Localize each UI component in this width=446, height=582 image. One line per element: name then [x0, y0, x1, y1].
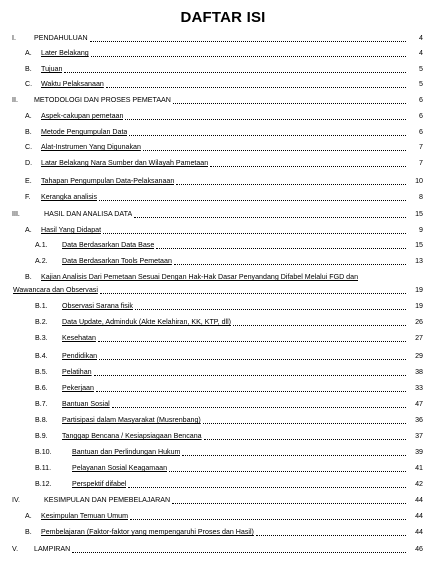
- toc-leader-dots: [99, 351, 406, 360]
- toc-leader-dots: [96, 383, 406, 392]
- toc-entry-title[interactable]: Bantuan Sosial: [62, 400, 110, 408]
- toc-leader-dots: [182, 447, 406, 456]
- toc-leader-dots: [91, 48, 406, 57]
- toc-entry[interactable]: [0, 94, 446, 106]
- toc-entry-page: 19: [415, 302, 423, 310]
- toc-entry-number: F.: [25, 193, 31, 201]
- toc-entry-title[interactable]: Aspek-cakupan pemetaan: [41, 112, 124, 120]
- toc-entry-title[interactable]: Tujuan: [41, 65, 63, 73]
- toc-entry[interactable]: [0, 494, 446, 506]
- toc-entry[interactable]: [0, 300, 446, 312]
- toc-entry-page: 44: [415, 528, 423, 536]
- toc-entry[interactable]: [0, 271, 446, 297]
- toc-leader-dots: [130, 511, 406, 520]
- toc-leader-dots: [94, 367, 406, 376]
- toc-entry[interactable]: [0, 398, 446, 410]
- toc-entry[interactable]: [0, 382, 446, 394]
- toc-entry-title[interactable]: Data Berdasarkan Tools Pemetaan: [62, 257, 172, 265]
- toc-entry-page: 9: [419, 226, 423, 234]
- toc-leader-dots: [134, 209, 406, 218]
- toc-entry[interactable]: [0, 332, 446, 344]
- toc-entry-title[interactable]: Pekerjaan: [62, 384, 94, 392]
- toc-entry-title[interactable]: HASIL DAN ANALISA DATA: [44, 210, 133, 218]
- toc-entry-title[interactable]: Pelayanan Sosial Keagamaan: [72, 464, 168, 472]
- toc-leader-dots: [99, 192, 406, 201]
- toc-entry[interactable]: [0, 157, 446, 169]
- toc-entry-title[interactable]: Kerangka analisis: [41, 193, 97, 201]
- toc-entry-title[interactable]: Later Belakang: [41, 49, 89, 57]
- toc-entry-number: D.: [25, 159, 33, 167]
- toc-entry-page: 38: [415, 368, 423, 376]
- toc-entry-title[interactable]: Pendidikan: [62, 352, 98, 360]
- toc-leader-dots: [112, 399, 406, 408]
- toc-entry-page: 44: [415, 512, 423, 520]
- toc-entry[interactable]: [0, 446, 446, 458]
- toc-entry-page: 4: [419, 34, 423, 42]
- toc-entry-page: 7: [419, 159, 423, 167]
- toc-leader-dots: [176, 176, 406, 185]
- toc-leader-dots: [72, 544, 406, 553]
- toc-entry-page: 47: [415, 400, 423, 408]
- toc-entry-page: 13: [415, 257, 423, 265]
- toc-entry[interactable]: [0, 510, 446, 522]
- toc-entry-number: B.12.: [35, 480, 52, 488]
- toc-entry-page: 6: [419, 128, 423, 136]
- toc-entry-title[interactable]: Alat-Instrumen Yang Digunakan: [41, 143, 141, 151]
- toc-entry[interactable]: [0, 191, 446, 203]
- toc-entry-number: A.2.: [35, 257, 48, 265]
- toc-entry-title[interactable]: Kesehatan: [62, 334, 96, 342]
- toc-entry-page: 46: [415, 545, 423, 553]
- toc-entry-number: A.: [25, 49, 32, 57]
- toc-entry-number: B.6.: [35, 384, 48, 392]
- toc-entry-number: IV.: [12, 496, 21, 504]
- toc-entry-number: B.2.: [35, 318, 48, 326]
- toc-entry-number: B.4.: [35, 352, 48, 360]
- toc-entry-number: B.3.: [35, 334, 48, 342]
- toc-entry-page: 15: [415, 241, 423, 249]
- toc-entry[interactable]: [0, 430, 446, 442]
- toc-leader-dots: [106, 79, 406, 88]
- toc-entry[interactable]: [0, 32, 446, 44]
- toc-entry-title[interactable]: Partisipasi dalam Masyarakat (Musrenbang): [62, 416, 201, 424]
- toc-leader-dots: [256, 527, 406, 536]
- toc-leader-dots: [103, 225, 406, 234]
- toc-entry-page: 39: [415, 448, 423, 456]
- toc-leader-dots: [100, 285, 406, 294]
- toc-entry[interactable]: [0, 414, 446, 426]
- toc-entry-number: E.: [25, 177, 32, 185]
- toc-entry[interactable]: [0, 110, 446, 122]
- toc-entry-title[interactable]: Observasi Sarana fisik: [62, 302, 133, 310]
- toc-entry[interactable]: [0, 126, 446, 138]
- toc-entry-page: 37: [415, 432, 423, 440]
- toc-entry[interactable]: [0, 141, 446, 153]
- toc-entry-title[interactable]: Bantuan dan Perlindungan Hukum: [72, 448, 181, 456]
- toc-entry-title[interactable]: Hasil Yang Didapat: [41, 226, 102, 234]
- toc-entry-title[interactable]: PENDAHULUAN: [34, 34, 88, 42]
- toc-entry-page: 36: [415, 416, 423, 424]
- toc-leader-dots: [143, 142, 406, 151]
- toc-leader-dots: [64, 64, 406, 73]
- toc-entry-page: 15: [415, 210, 423, 218]
- toc-entry-page: 8: [419, 193, 423, 201]
- toc-entry-title-continuation[interactable]: Wawancara dan Observasi: [13, 286, 98, 294]
- toc-entry[interactable]: [0, 316, 446, 328]
- toc-entry-title[interactable]: METODOLOGI DAN PROSES PEMETAAN: [34, 96, 171, 104]
- toc-entry-number: B.1.: [35, 302, 48, 310]
- toc-entry[interactable]: [0, 526, 446, 538]
- toc-entry-number: A.: [25, 112, 32, 120]
- toc-entry-page: 5: [419, 80, 423, 88]
- toc-leader-dots: [233, 317, 406, 326]
- toc-entry[interactable]: [0, 478, 446, 490]
- toc-leader-dots: [90, 33, 406, 42]
- toc-leader-dots: [135, 301, 406, 310]
- toc-entry-number: B.5.: [35, 368, 48, 376]
- toc-entry-number: B.10.: [35, 448, 52, 456]
- toc-leader-dots: [125, 111, 406, 120]
- toc-leader-dots: [203, 415, 406, 424]
- toc-entry-title[interactable]: Data Berdasarkan Data Base: [62, 241, 155, 249]
- toc-entry-number: C.: [25, 80, 33, 88]
- toc-entry[interactable]: [0, 543, 446, 555]
- toc-entry-number: A.1.: [35, 241, 48, 249]
- toc-entry-number: V.: [12, 545, 19, 553]
- toc-leader-dots: [204, 431, 406, 440]
- toc-entry-title[interactable]: Kesimpulan Temuan Umum: [41, 512, 129, 520]
- toc-entry-page: 41: [415, 464, 423, 472]
- toc-entry-number: B.8.: [35, 416, 48, 424]
- toc-entry-number: A.: [25, 512, 32, 520]
- toc-entry-number: B.: [25, 65, 32, 73]
- toc-entry-number: B.: [25, 528, 32, 536]
- toc-entry-title[interactable]: Perspektif difabel: [72, 480, 127, 488]
- toc-entry-number: B.7.: [35, 400, 48, 408]
- toc-entry-title[interactable]: Data Update, Adminduk (Akte Kelahiran, KK, KTP, dll): [62, 318, 232, 326]
- toc-entry-title[interactable]: Pembelajaran (Faktor-faktor yang mempengaruhi Proses dan Hasil): [41, 528, 254, 536]
- toc-entry-page: 4: [419, 49, 423, 57]
- toc-entry-number: III.: [12, 210, 20, 218]
- toc-leader-dots: [174, 256, 406, 265]
- toc-entry-title[interactable]: KESIMPULAN DAN PEMEBELAJARAN: [44, 496, 171, 504]
- toc-entry[interactable]: [0, 350, 446, 362]
- toc-entry-page: 44: [415, 496, 423, 504]
- toc-leader-dots: [98, 333, 406, 342]
- toc-entry[interactable]: [0, 208, 446, 220]
- toc-entry[interactable]: [0, 78, 446, 90]
- toc-entry[interactable]: [0, 47, 446, 59]
- toc-entry-title[interactable]: LAMPIRAN: [34, 545, 71, 553]
- toc-leader-dots: [129, 127, 406, 136]
- toc-entry-title[interactable]: Latar Belakang Nara Sumber dan Wilayah Pametaan: [41, 159, 209, 167]
- toc-entry-title[interactable]: Tahapan Pengumpulan Data-Pelaksanaan: [41, 177, 175, 185]
- toc-leader-dots: [128, 479, 406, 488]
- toc-entry[interactable]: [0, 175, 446, 187]
- toc-entry-title[interactable]: Pelatihan: [62, 368, 92, 376]
- toc-leader-dots: [173, 95, 406, 104]
- toc-entry-page: 27: [415, 334, 423, 342]
- toc-entry-page: 5: [419, 65, 423, 73]
- toc-leader-dots: [169, 463, 406, 472]
- toc-entry[interactable]: [0, 63, 446, 75]
- toc-entry-page: 6: [419, 112, 423, 120]
- toc-entry-title[interactable]: Waktu Pelaksanaan: [41, 80, 104, 88]
- toc-entry[interactable]: [0, 255, 446, 267]
- toc-entry-number: B.9.: [35, 432, 48, 440]
- toc-entry-page: 6: [419, 96, 423, 104]
- toc-entry-number: B.11.: [35, 464, 52, 472]
- toc-leader-dots: [156, 240, 406, 249]
- toc-entry-page: 10: [415, 177, 423, 185]
- toc-entry-title[interactable]: Metode Pengumpulan Data: [41, 128, 128, 136]
- toc-entry-page: 42: [415, 480, 423, 488]
- toc-leader-dots: [172, 495, 406, 504]
- toc-entry-page: 19: [415, 286, 423, 294]
- toc-entry-page: 29: [415, 352, 423, 360]
- toc-entry-page: 33: [415, 384, 423, 392]
- toc-entry-title[interactable]: Tanggap Bencana / Kesiapsiagaan Bencana: [62, 432, 202, 440]
- toc-entry-number: B.: [25, 128, 32, 136]
- toc-entry-title[interactable]: Kajian Analisis Dari Pemetaan Sesuai Dengan Hak-Hak Dasar Penyandang Difabel Melalui FGD dan: [41, 273, 359, 281]
- toc-entry[interactable]: [0, 366, 446, 378]
- toc-entry-number: II.: [12, 96, 18, 104]
- toc-entry-number: I.: [12, 34, 16, 42]
- toc-entry-number: C.: [25, 143, 33, 151]
- toc-entry-page: 7: [419, 143, 423, 151]
- document-title: DAFTAR ISI: [180, 9, 266, 26]
- toc-entry[interactable]: [0, 239, 446, 251]
- toc-entry-page: 26: [415, 318, 423, 326]
- toc-entry-number: A.: [25, 226, 32, 234]
- toc-entry[interactable]: [0, 224, 446, 236]
- toc-entry-number: B.: [25, 273, 32, 281]
- toc-entry[interactable]: [0, 462, 446, 474]
- toc-leader-dots: [210, 158, 406, 167]
